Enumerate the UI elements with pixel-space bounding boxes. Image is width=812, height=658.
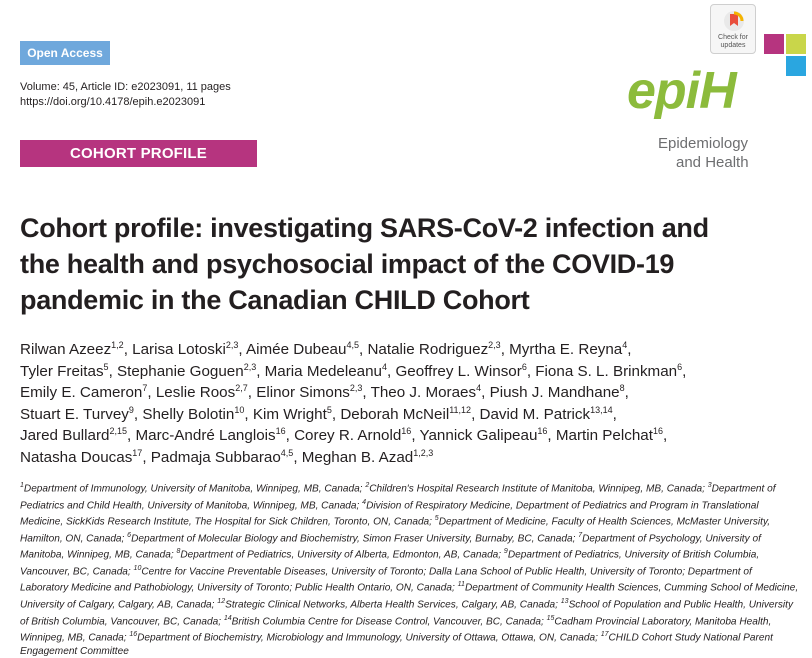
author-affiliation-marker: 5 (326, 404, 332, 415)
author-name: Deborah McNeil (340, 405, 450, 423)
affiliation-number: 5 (434, 515, 439, 523)
author-name: Natasha Doucas (20, 448, 133, 466)
author-name: Stuart E. Turvey (20, 405, 129, 423)
author-affiliation-marker: 4 (382, 361, 388, 372)
author-name: Emily E. Cameron (20, 384, 143, 401)
affiliation-text: Department of Immunology, University of Manitoba, Winnipeg, MB, Canada; (23, 483, 363, 495)
author-affiliation-marker: 16 (652, 425, 663, 436)
author-affiliation-marker: 6 (521, 361, 527, 372)
affiliation-text: Department of Pediatrics and Child Health, University of Manitoba, Winnipeg, MB, Canada; (20, 483, 776, 511)
journal-name (658, 134, 749, 172)
author-name: Elinor Simons (256, 384, 350, 401)
author-name: Meghan B. Azad (301, 448, 414, 466)
check-for-updates-button[interactable] (710, 4, 756, 54)
doi-link[interactable]: https://doi.org/10.4178/epih.e2023091 (20, 96, 206, 108)
author-affiliation-marker: 8 (619, 382, 625, 393)
author-affiliation-marker: 5 (103, 361, 109, 372)
affiliation-text: Department of Community Health Sciences, Cumming School of Medicine, University of Calgary, Calgary, AB, Canada; (20, 582, 799, 611)
author-name: Theo J. Moraes (370, 384, 477, 401)
article-type-banner: COHORT PROFILE (20, 140, 257, 167)
affiliation-text: Department of Psychology, University of Manitoba, Winnipeg, MB, Canada; (20, 533, 761, 561)
check-for-updates-icon (723, 10, 745, 32)
author-name: Geoffrey L. Winsor (395, 362, 522, 380)
check-label-2: updates (720, 42, 746, 49)
title-line: pandemic in the Canadian CHILD Cohort (20, 285, 530, 315)
affiliation-number: 17 (600, 631, 609, 639)
affiliation-number: 16 (129, 631, 138, 639)
author-affiliation-marker: 2,15 (109, 425, 128, 436)
author-name: Natalie Rodriguez (367, 341, 489, 358)
open-access-badge: Open Access (20, 41, 110, 65)
author-name: David M. Patrick (479, 405, 591, 423)
author-name: Jared Bullard (20, 427, 110, 444)
affiliation-number: 10 (133, 564, 142, 572)
affiliation-number: 12 (217, 597, 226, 605)
author-name: Yannick Galipeau (419, 427, 538, 444)
journal-name-line1: Epidemiology (658, 135, 749, 152)
affiliation-text: Division of Respiratory Medicine, Department of Pediatrics and Program in Translational Medicine, SickKids Research Institute, The Hospital for Sick Children, Toronto, ON, Canada; (20, 499, 759, 528)
author-name: Martin Pelchat (555, 427, 653, 444)
author-name: Marc-André Langlois (135, 427, 276, 444)
affiliation-number: 2 (365, 482, 370, 489)
author-affiliation-marker: 11,12 (449, 404, 472, 415)
affiliation-number: 6 (127, 531, 132, 539)
author-list: Rilwan Azeez$^{1,2}$, Larisa Lotoski$^{2,3}$, Aimée Dubeau$^{4,5}$, Natalie Rodriguez$^{2,3}$, Myrtha E. Reyna$^4$, Tyler Freitas$^5$, Stephanie Goguen$^{2,3}$, Maria Medeleanu$^4$, Geoffrey L. Winsor$^6$, Fiona S. L. Brinkman$^6$, Emily E. Cameron$^7$, Leslie Roos$^{2,7}$, Elinor Simons$^{2,3}$, Theo J. Moraes$^4$, Piush J. Mandhane$^8$, Stuart E. Turvey$^9$, Shelly Bolotin$^{10}$, Kim Wright$^5$, Deborah McNeil$^{11,12}$, David M. Patrick$^{13,14}$, Jared Bullard$^{2,15}$, Marc-André Langlois$^{16}$, Corey R. Arnold$^{16}$, Yannick Galipeau$^{16}$, Martin Pelchat$^{16}$, Natasha Doucas$^{17}$, Padmaja Subbarao$^{4,5}$, Meghan B. Azad$^{1,2,3}$ (20, 339, 687, 466)
author-affiliation-marker: 4 (622, 339, 628, 350)
author-name: Piush J. Mandhane (489, 384, 620, 401)
brand-square-magenta (764, 34, 784, 54)
affiliation-text: Department of Medicine, Faculty of Health Sciences, McMaster University, Hamilton, ON, Canada; (20, 516, 771, 545)
affiliation-number: 9 (503, 548, 508, 556)
author-affiliation-marker: 9 (128, 404, 134, 415)
affiliation-number: 7 (578, 531, 583, 539)
affiliation-number: 4 (362, 498, 367, 506)
author-name: Myrtha E. Reyna (509, 341, 623, 358)
affiliation-number: 11 (457, 581, 465, 589)
author-affiliation-marker: 7 (142, 382, 148, 393)
author-affiliation-marker: 1,2,3 (413, 447, 434, 458)
affiliation-number: 14 (223, 614, 232, 622)
affiliation-text: Department of Biochemistry, Microbiology and Immunology, University of Ottawa, Ottawa, ON, Canada; (137, 632, 598, 644)
author-affiliation-marker: 2,3 (488, 339, 501, 350)
journal-logo: epiH (627, 62, 736, 120)
author-name: Leslie Roos (155, 384, 236, 401)
author-affiliation-marker: 4,5 (280, 447, 294, 458)
affiliation-number: 15 (546, 614, 555, 622)
affiliation-text: School of Population and Public Health, University of British Columbia, Vancouver, BC, Canada; (20, 599, 793, 627)
author-affiliation-marker: 13,14 (590, 404, 613, 415)
author-affiliation-marker: 2,7 (235, 382, 248, 393)
author-affiliation-marker: 16 (275, 425, 286, 436)
author-name: Larisa Lotoski (132, 341, 226, 358)
author-affiliation-marker: 2,3 (243, 361, 257, 372)
affiliation-text: CHILD Cohort Study National Parent Engagement Committee (20, 632, 773, 657)
affiliation-number: 13 (560, 597, 569, 605)
author-name: Shelly Bolotin (142, 405, 235, 423)
brand-square-blue (786, 56, 806, 76)
affiliation-number: 3 (707, 482, 712, 489)
author-affiliation-marker: 1,2 (111, 339, 124, 350)
author-affiliation-marker: 17 (132, 447, 143, 458)
affiliation-text: Department of Molecular Biology and Biochemistry, Simon Fraser University, Burnaby, BC, Canada; (131, 533, 576, 545)
article-title (20, 210, 760, 318)
author-name: Padmaja Subbarao (150, 448, 281, 466)
affiliation-text: British Columbia Centre for Disease Control, Vancouver, BC, Canada; (231, 615, 544, 627)
author-affiliation-marker: 6 (677, 361, 683, 372)
author-affiliation-marker: 4 (476, 382, 482, 393)
affiliation-number: 1 (20, 482, 24, 489)
volume-line: Volume: 45, Article ID: e2023091, 11 pages (20, 81, 231, 93)
author-name: Aimée Dubeau (245, 341, 347, 358)
author-name: Maria Medeleanu (264, 362, 383, 380)
title-line: Cohort profile: investigating SARS-CoV-2 infection and (20, 213, 709, 243)
affiliation-text: Department of Pediatrics, University of Alberta, Edmonton, AB, Canada; (180, 549, 502, 561)
affiliation-text: Centre for Vaccine Preventable Diseases, University of Toronto; Dalla Lana School of Public Health, University of Toronto; Department of Laboratory Medicine and Pathobiology, University of Toronto; Public Health Ontario, ON, Canada; (20, 566, 752, 594)
affiliation-text: Children's Hospital Research Institute of Manitoba, Winnipeg, MB, Canada; (369, 483, 705, 495)
affiliation-text: Department of Pediatrics, University of British Columbia, Vancouver, BC, Canada; (20, 549, 760, 578)
author-affiliation-marker: 4,5 (346, 339, 359, 350)
title-line: the health and psychosocial impact of the COVID-19 (20, 249, 675, 279)
author-affiliation-marker: 16 (537, 425, 548, 436)
affiliation-text: Strategic Clinical Networks, Alberta Health Services, Calgary, AB, Canada; (225, 599, 558, 611)
article-meta (20, 80, 231, 110)
author-name: Tyler Freitas (20, 362, 104, 380)
author-name: Stephanie Goguen (117, 362, 244, 380)
affiliation-number: 8 (176, 548, 181, 556)
author-name: Corey R. Arnold (294, 427, 402, 444)
author-name: Rilwan Azeez (20, 341, 112, 358)
brand-square-lime (786, 34, 806, 54)
journal-name-line2: and Health (676, 154, 749, 171)
author-name: Kim Wright (252, 405, 327, 423)
author-affiliation-marker: 2,3 (349, 382, 363, 393)
author-name: Fiona S. L. Brinkman (535, 362, 678, 380)
affiliation-list (20, 479, 802, 658)
affiliation-text: Cadham Provincial Laboratory, Manitoba Health, Winnipeg, MB, Canada; (20, 615, 772, 644)
author-affiliation-marker: 10 (234, 404, 245, 415)
author-affiliation-marker: 16 (401, 425, 412, 436)
check-label-1: Check for (718, 34, 748, 41)
author-affiliation-marker: 2,3 (225, 339, 239, 350)
